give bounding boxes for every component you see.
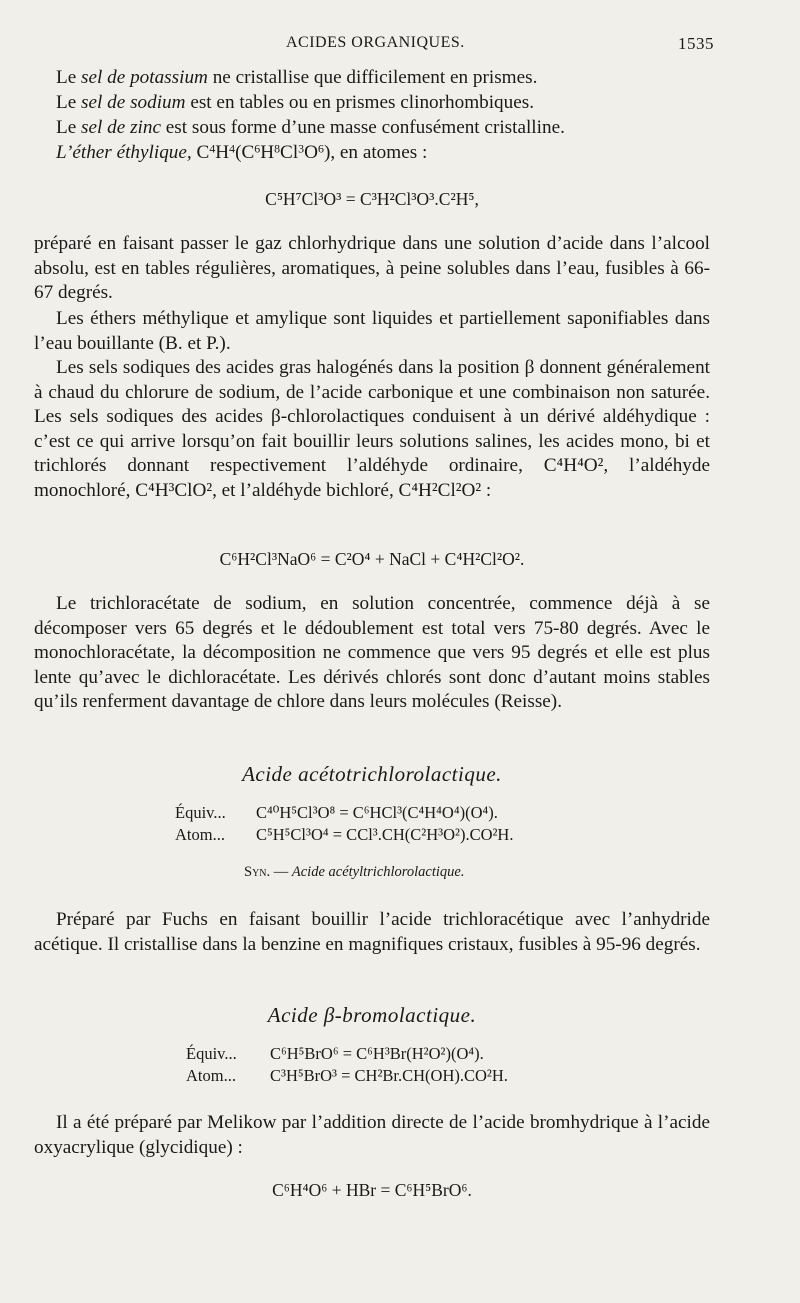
synonym-label: Syn. — (244, 864, 292, 880)
paragraph-fuchs: Préparé par Fuchs en faisant bouillir l’acide trichloracétique avec l’anhydride acétique. Il cristallise dans la benzine en magnifiques cristaux, fusibles à 95-96 degrés. (34, 909, 710, 955)
paragraph-sels-sodiques: Les sels sodiques des acides gras halogénés dans la position β donnent généralement à chaud du chlorure de sodium, de l’acide carbonique et une combinaison non saturée. Les sels sodiques des acides β-chlorolactiques conduisent à un dérivé aldéhydique : c’est ce qui arrive lorsqu’on fait bouillir leurs solutions salines, les acides mono, bi et trichlorés donnant respectivement l’aldéhyde ordinaire, C⁴H⁴O², l’aldéhyde monochloré, C⁴H³ClO², et l’aldéhyde bichloré, C⁴H²Cl²O² : (34, 357, 710, 501)
paragraph-ether-ethylique: L’éther éthylique, $C^4H^4(C^6H^8Cl^3O^6)$, en atomes : (56, 141, 428, 163)
term-sel-potassium: sel de potassium (81, 67, 208, 88)
formula-atom-label-2: Atom... (186, 1066, 236, 1085)
formula-equiv-1: C⁴⁰H⁵Cl³O⁸ = C⁶HCl³(C⁴H⁴O⁴)(O⁴). (256, 803, 498, 822)
section-heading-bromolactique: Acide β-bromolactique. (267, 1003, 477, 1027)
synonym-line (244, 864, 465, 881)
paragraph-sel-potassium: Le sel de potassium ne cristallise que difficilement en prismes. (56, 67, 538, 88)
equation-decomposition: C⁶H²Cl³NaO⁶ = C²O⁴ + NaCl + C⁴H²Cl²O². (219, 549, 525, 569)
formula-atom-label-1: Atom... (175, 825, 225, 844)
section-heading-acetotrichlorolactique: Acide acétotrichlorolactique. (242, 762, 502, 786)
term-sel-zinc: sel de zinc (81, 117, 161, 138)
paragraph-ethers: Les éthers méthylique et amylique sont liquides et partiellement saponifiables dans l’eau bouillante (B. et P.). (34, 308, 710, 354)
paragraph-trichloracetate: Le trichloracétate de sodium, en solution concentrée, commence déjà à se décomposer vers 65 degrés et le dédoublement est total vers 75-80 degrés. Avec le monochloracétate, la décomposition ne commence que vers 95 degrés et elle est plus lente qu’avec le dichloracétate. Les dérivés chlorés sont donc d’autant moins stables qu’ils renferment davantage de chlore dans leurs molécules (Reisse). (34, 593, 710, 712)
formula-equiv-2: C⁶H⁵BrO⁶ = C⁶H³Br(H²O²)(O⁴). (270, 1044, 484, 1063)
paragraph-melikow: Il a été préparé par Melikow par l’addition directe de l’acide bromhydrique à l’acide oxyacrylique (glycidique) : (34, 1112, 710, 1158)
formula-atom-2: C³H⁵BrO³ = CH²Br.CH(OH).CO²H. (270, 1066, 508, 1085)
equation-bromhydrique: C⁶H⁴O⁶ + HBr = C⁶H⁵BrO⁶. (272, 1180, 472, 1200)
paragraph-sel-zinc: Le sel de zinc est sous forme d’une masse confusément cristalline. (56, 117, 565, 138)
equation-ether: C⁵H⁷Cl³O³ = C³H²Cl³O³.C²H⁵, (265, 189, 479, 209)
running-header (0, 34, 800, 58)
formula-equiv-label-1: Équiv... (175, 803, 226, 822)
formula-atom-1: C⁵H⁵Cl³O⁴ = CCl³.CH(C²H³O²).CO²H. (256, 825, 514, 844)
formula-equiv-label-2: Équiv... (186, 1044, 237, 1063)
synonym-name: Acide acétyltrichlorolactique. (291, 864, 465, 880)
term-sel-sodium: sel de sodium (81, 92, 186, 113)
term-ether-ethylique: L’éther éthylique, (56, 142, 192, 163)
page-number: 1535 (678, 34, 714, 53)
header-title: ACIDES ORGANIQUES. (286, 34, 465, 51)
paragraph-preparation: préparé en faisant passer le gaz chlorhydrique dans une solution d’acide dans l’alcool absolu, est en tables régulières, aromatiques, à peine solubles dans l’eau, fusibles à 66-67 degrés. (34, 233, 710, 303)
paragraph-sel-sodium: Le sel de sodium est en tables ou en prismes clinorhombiques. (56, 92, 535, 113)
